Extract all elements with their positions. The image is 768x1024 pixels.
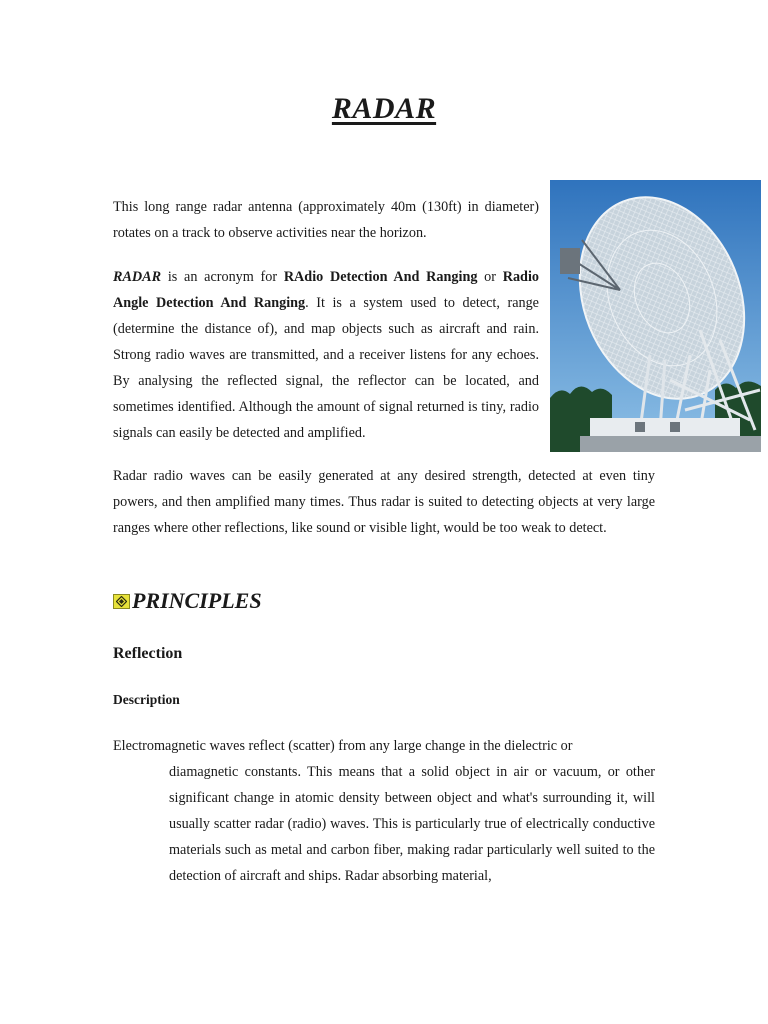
para4-first-line: Electromagnetic waves reflect (scatter) from any large change in the dielectric or <box>113 738 573 754</box>
radar-acronym-paragraph <box>113 264 539 446</box>
reflection-heading: Reflection <box>113 645 183 662</box>
para2-text-1: is an acronym for <box>161 269 284 285</box>
page-title: RADAR <box>331 92 437 125</box>
principles-heading-text: PRINCIPLES <box>132 588 262 613</box>
acronym-expansion-1: RAdio Detection And Ranging <box>283 269 478 285</box>
para2-text-3: . It is a system used to detect, range (determine the distance of), and map objects such as aircraft and rain. Strong radio waves are transmitted, and a receiver listens for any echoes. By analysing the reflected signal, the reflector can be located, and sometimes identified. Although the amount of signal returned is tiny, radio signals can easily be detected and amplified. <box>113 295 539 441</box>
reflection-description-paragraph <box>113 733 655 889</box>
para4-rest: diamagnetic constants. This means that a solid object in air or vacuum, or other significant change in atomic density between object and what's surrounding it, will usually scatter radar (radio) waves. This is particularly true of electrically conductive materials such as metal and carbon fiber, making radar particularly well suited to the detection of aircraft and ships. Radar absorbing material, <box>169 764 655 884</box>
para2-text-2: or <box>477 269 503 285</box>
acronym-expansion-2: Radio Angle Detection And Ranging <box>113 269 539 311</box>
diamond-bullet-icon <box>113 594 130 609</box>
intro-paragraph: This long range radar antenna (approximately 40m (130ft) in diameter) rotates on a track to observe activities near the horizon. <box>113 199 539 241</box>
radio-waves-paragraph: Radar radio waves can be easily generated at any desired strength, detected at even tiny powers, and then amplified many times. Thus radar is suited to detecting objects at very large ranges where other reflections, like sound or visible light, would be too weak to detect. <box>113 468 655 536</box>
radar-antenna-illustration <box>550 180 761 452</box>
radar-antenna-photo <box>550 180 761 452</box>
principles-heading <box>113 588 262 614</box>
description-heading: Description <box>113 692 180 707</box>
acronym-radar: RADAR <box>113 269 162 285</box>
